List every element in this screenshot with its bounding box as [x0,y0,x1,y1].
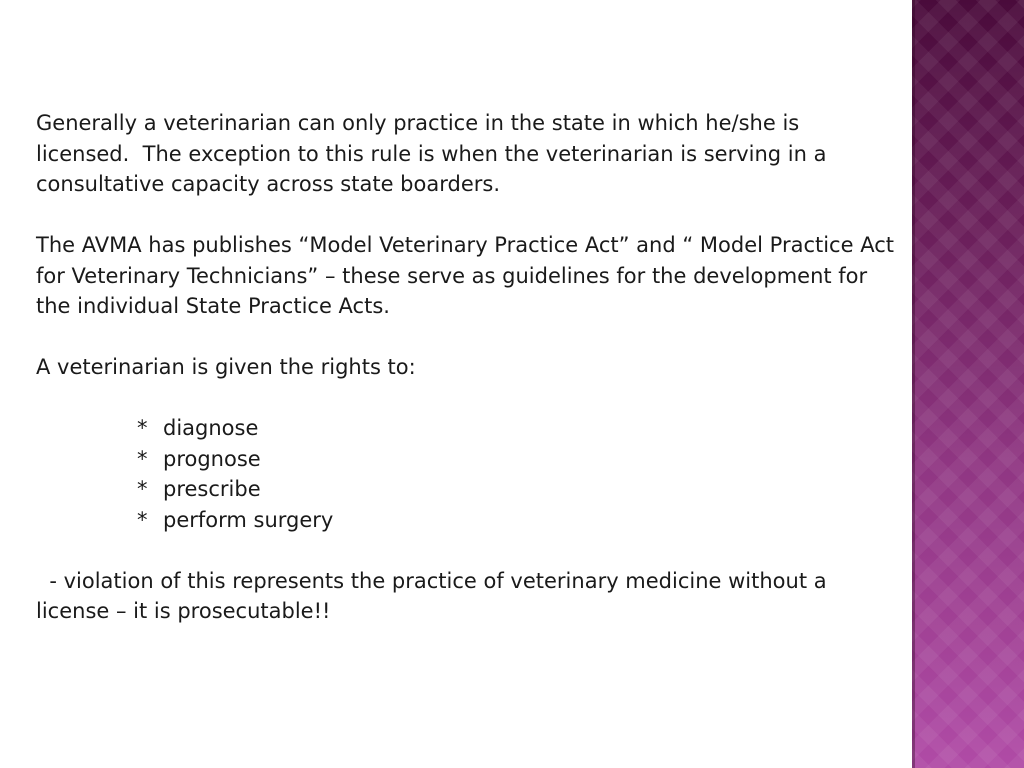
spacer [36,535,896,566]
spacer [36,383,896,414]
rights-list-item [137,444,896,475]
right-label: prescribe [163,477,261,501]
paragraph-violation: - violation of this represents the practice of veterinary medicine without a license – it is prosecutable!! [36,568,834,623]
side-band-edge [912,0,915,768]
rights-intro: A veterinarian is given the rights to: [36,355,416,379]
bullet-marker: * [137,446,148,471]
rights-list-item [137,505,896,536]
bullet-marker: * [137,507,148,532]
rights-list [36,413,896,535]
paragraph-licensing: Generally a veterinarian can only practice in the state in which he/she is licensed. The exception to this rule is when the veterinarian is serving in a consultative capacity across state boarders. [36,111,834,196]
right-label: prognose [163,446,261,471]
paragraph-avma: The AVMA has publishes “Model Veterinary Practice Act” and “ Model Practice Act for Veterinary Technicians” – these serve as guidelines for the development for the individual State Practice Acts. [36,233,901,318]
bullet-marker: * [137,477,148,501]
bullet-marker: * [137,416,148,440]
rights-list-item [137,413,896,444]
spacer [36,200,896,231]
rights-list-item [137,474,896,505]
right-label: perform surgery [163,507,334,532]
right-label: diagnose [163,416,259,440]
spacer [36,322,896,353]
decorative-side-band [912,0,1024,768]
slide-content [36,108,901,627]
